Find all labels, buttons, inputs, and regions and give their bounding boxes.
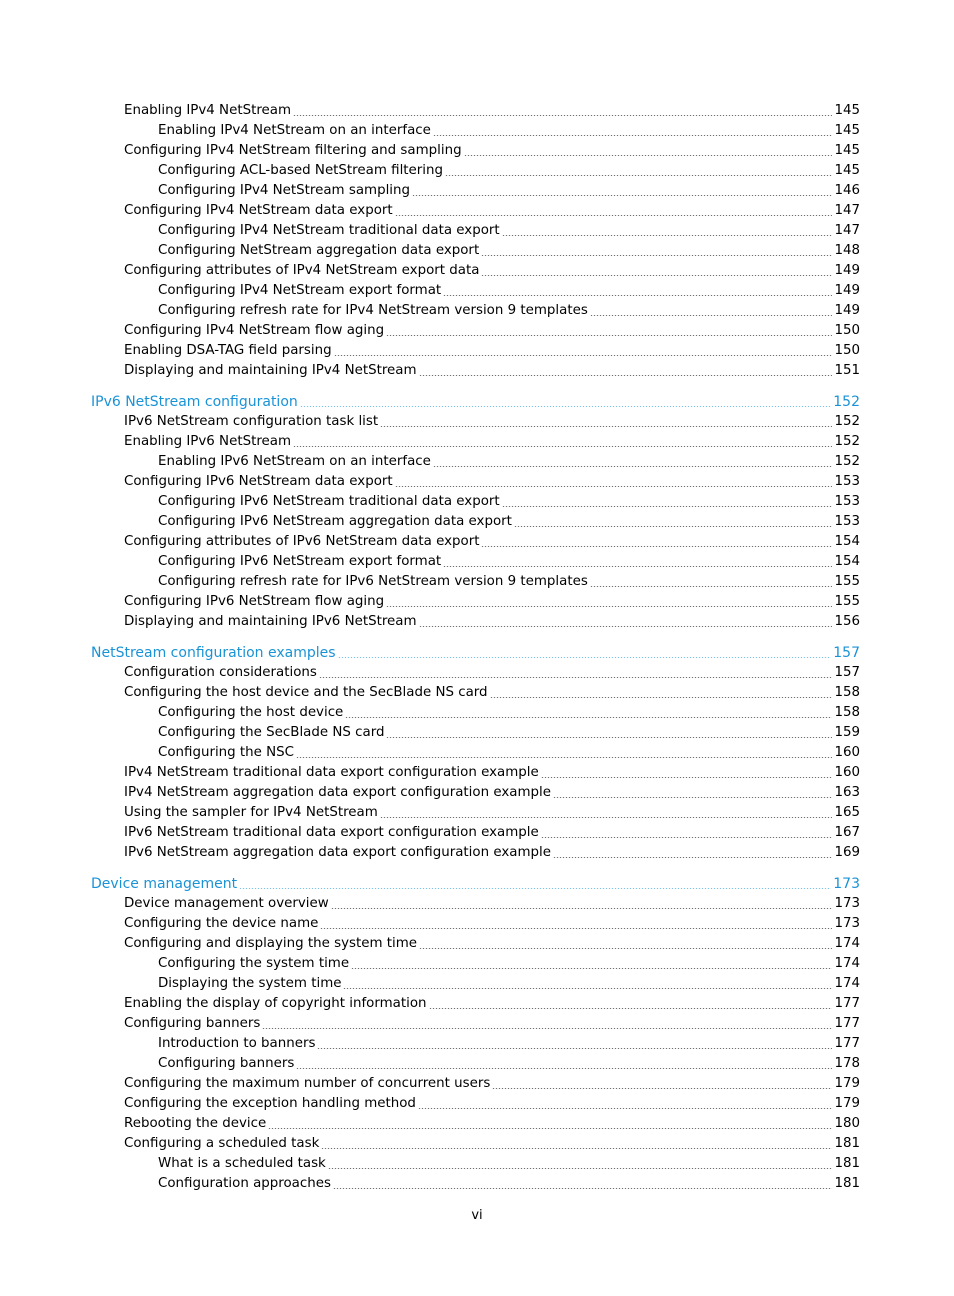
toc-page-number: 180 [834, 1116, 860, 1132]
dot-leader [345, 717, 832, 718]
toc-entry-link[interactable] [0, 471, 954, 491]
toc-entry-link[interactable] [0, 842, 954, 862]
toc-entry-title: Using the sampler for IPv4 NetStream [124, 805, 378, 821]
toc-entry-title: Configuring the host device [158, 705, 344, 721]
toc-entry-link[interactable] [0, 953, 954, 973]
toc-page-number: 153 [834, 514, 860, 530]
toc-page-number: 154 [834, 554, 860, 570]
toc-entry-link[interactable] [0, 742, 954, 762]
dot-leader [418, 1108, 833, 1109]
dot-leader [445, 175, 832, 176]
toc-page-number: 156 [834, 614, 860, 630]
toc-page-number: 173 [834, 896, 860, 912]
toc-page-number: 155 [834, 594, 860, 610]
toc-page-number: 145 [834, 143, 860, 159]
dot-leader [268, 1128, 832, 1129]
toc-entry-link[interactable] [0, 300, 954, 320]
toc-page-number: 173 [833, 875, 860, 892]
toc-entry-title: Configuring the system time [158, 956, 350, 972]
dot-leader [333, 1188, 832, 1189]
toc-page-number: 174 [834, 956, 860, 972]
toc-entry-link[interactable] [0, 320, 954, 340]
toc-entry-title: Configuring banners [124, 1016, 261, 1032]
toc-entry-title: Configuration approaches [158, 1176, 331, 1192]
toc-entry-title: Configuring IPv4 NetStream flow aging [124, 323, 385, 339]
toc-page-number: 152 [834, 454, 860, 470]
dot-leader [296, 757, 832, 758]
toc-entry-title: Configuring IPv6 NetStream traditional data export [158, 494, 500, 510]
dot-leader [492, 1088, 832, 1089]
toc-entry-title: Configuring IPv6 NetStream export format [158, 554, 442, 570]
dot-leader [553, 857, 832, 858]
toc-entry-link[interactable] [0, 491, 954, 511]
toc-entry-link[interactable] [0, 340, 954, 360]
toc-page-number: 179 [834, 1076, 860, 1092]
toc-page-number: 174 [834, 936, 860, 952]
toc-entry-link[interactable] [0, 662, 954, 682]
toc-page-number: 154 [834, 534, 860, 550]
dot-leader [481, 275, 832, 276]
dot-leader [293, 446, 832, 447]
toc-entry-title: Configuring IPv4 NetStream export format [158, 283, 442, 299]
toc-page-number: 165 [834, 805, 860, 821]
dot-leader [320, 928, 832, 929]
dot-leader [239, 888, 831, 889]
toc-page-number: 153 [834, 474, 860, 490]
toc-entry-title: Configuring banners [158, 1056, 295, 1072]
toc-entry-title: Configuring IPv4 NetStream sampling [158, 183, 411, 199]
toc-entry-link[interactable] [0, 1093, 954, 1113]
toc-entry-link[interactable] [0, 1113, 954, 1133]
toc-page-number: 177 [834, 996, 860, 1012]
toc-entry-title: IPv6 NetStream traditional data export configuration example [124, 825, 539, 841]
table-of-contents [0, 100, 954, 1193]
toc-entry-title: IPv4 NetStream traditional data export configuration example [124, 765, 539, 781]
toc-page-number: 152 [834, 434, 860, 450]
dot-leader [481, 255, 832, 256]
dot-leader [502, 235, 833, 236]
toc-entry-link[interactable] [0, 1133, 954, 1153]
toc-page-number: 145 [834, 163, 860, 179]
toc-entry-title: Configuring attributes of IPv6 NetStream data export [124, 534, 480, 550]
toc-entry-title: Configuring the host device and the SecBlade NS card [124, 685, 488, 701]
toc-entry-link[interactable] [0, 100, 954, 120]
toc-entry-link[interactable] [0, 1033, 954, 1053]
dot-leader [433, 466, 833, 467]
toc-entry-title: Device management [91, 875, 238, 892]
toc-page-number: 160 [834, 765, 860, 781]
toc-entry-title: Introduction to banners [158, 1036, 316, 1052]
dot-leader [300, 406, 832, 407]
toc-entry-title: Displaying the system time [158, 976, 342, 992]
dot-leader [386, 737, 832, 738]
toc-entry-link[interactable] [0, 611, 954, 631]
toc-entry-title: Configuring IPv6 NetStream aggregation data export [158, 514, 512, 530]
toc-entry-link[interactable] [0, 993, 954, 1013]
toc-entry-link[interactable] [0, 1173, 954, 1193]
toc-page-number: 145 [834, 103, 860, 119]
toc-page-number: 158 [834, 685, 860, 701]
toc-page-number: 153 [834, 494, 860, 510]
toc-page-number: 151 [834, 363, 860, 379]
toc-page-number: 152 [833, 393, 860, 410]
toc-entry-title: Enabling IPv4 NetStream [124, 103, 292, 119]
toc-entry-link[interactable] [0, 1073, 954, 1093]
toc-entry-link[interactable] [0, 702, 954, 722]
toc-chapter-link[interactable] [0, 641, 954, 662]
dot-leader [321, 1148, 832, 1149]
toc-entry-title: Configuring the SecBlade NS card [158, 725, 385, 741]
toc-entry-link[interactable] [0, 551, 954, 571]
toc-entry-title: Configuration considerations [124, 665, 317, 681]
toc-entry-title: Configuring a scheduled task [124, 1136, 320, 1152]
toc-entry-link[interactable] [0, 140, 954, 160]
toc-entry-title: Configuring and displaying the system time [124, 936, 418, 952]
toc-entry-title: Displaying and maintaining IPv6 NetStream [124, 614, 417, 630]
toc-entry-link[interactable] [0, 933, 954, 953]
toc-entry-link[interactable] [0, 722, 954, 742]
toc-page-number: 158 [834, 705, 860, 721]
toc-entry-link[interactable] [0, 591, 954, 611]
toc-page-number: 157 [834, 665, 860, 681]
dot-leader [395, 486, 833, 487]
dot-leader [412, 195, 832, 196]
toc-entry-link[interactable] [0, 893, 954, 913]
toc-entry-link[interactable] [0, 571, 954, 591]
toc-entry-title: Configuring IPv4 NetStream filtering and sampling [124, 143, 462, 159]
toc-entry-link[interactable] [0, 1013, 954, 1033]
toc-entry-title: Rebooting the device [124, 1116, 267, 1132]
dot-leader [590, 315, 833, 316]
toc-page-number: 179 [834, 1096, 860, 1112]
toc-entry-title: IPv6 NetStream configuration [91, 393, 298, 410]
toc-page-number: 150 [834, 343, 860, 359]
dot-leader [317, 1048, 832, 1049]
toc-page-number: 157 [833, 644, 860, 661]
dot-leader [490, 697, 833, 698]
toc-entry-link[interactable] [0, 411, 954, 431]
toc-entry-title: IPv4 NetStream aggregation data export configuration example [124, 785, 551, 801]
toc-entry-title: Configuring IPv4 NetStream data export [124, 203, 393, 219]
toc-entry-title: NetStream configuration examples [91, 644, 336, 661]
toc-entry-link[interactable] [0, 782, 954, 802]
toc-entry-title: Configuring the exception handling method [124, 1096, 416, 1112]
dot-leader [419, 626, 833, 627]
dot-leader [502, 506, 833, 507]
toc-entry-link[interactable] [0, 531, 954, 551]
toc-entry-title: Configuring the NSC [158, 745, 295, 761]
toc-page-number: 148 [834, 243, 860, 259]
dot-leader [464, 155, 833, 156]
toc-entry-title: Configuring IPv4 NetStream traditional data export [158, 223, 500, 239]
toc-entry-link[interactable] [0, 451, 954, 471]
toc-entry-link[interactable] [0, 280, 954, 300]
toc-page-number: 181 [834, 1176, 860, 1192]
toc-page-number: 160 [834, 745, 860, 761]
toc-page-number: 177 [834, 1036, 860, 1052]
dot-leader [541, 777, 833, 778]
toc-chapter-link[interactable] [0, 390, 954, 411]
dot-leader [443, 566, 832, 567]
dot-leader [419, 948, 832, 949]
toc-entry-link[interactable] [0, 682, 954, 702]
toc-entry-title: IPv6 NetStream aggregation data export configuration example [124, 845, 551, 861]
dot-leader [514, 526, 833, 527]
toc-entry-title: Configuring attributes of IPv4 NetStream export data [124, 263, 480, 279]
dot-leader [541, 837, 833, 838]
page-number: vi [471, 1208, 483, 1223]
toc-entry-link[interactable] [0, 120, 954, 140]
toc-entry-link[interactable] [0, 1053, 954, 1073]
dot-leader [395, 215, 833, 216]
toc-entry-link[interactable] [0, 913, 954, 933]
toc-entry-link[interactable] [0, 802, 954, 822]
toc-entry-link[interactable] [0, 822, 954, 842]
toc-entry-title: Enabling IPv6 NetStream [124, 434, 292, 450]
dot-leader [553, 797, 832, 798]
toc-entry-title: Configuring IPv6 NetStream data export [124, 474, 393, 490]
toc-page-number: 147 [834, 203, 860, 219]
toc-page-number: 174 [834, 976, 860, 992]
toc-page-number: 173 [834, 916, 860, 932]
toc-entry-title: Configuring ACL-based NetStream filtering [158, 163, 443, 179]
toc-entry-title: Device management overview [124, 896, 329, 912]
toc-entry-link[interactable] [0, 180, 954, 200]
toc-entry-title: Configuring refresh rate for IPv4 NetStream version 9 templates [158, 303, 588, 319]
toc-entry-title: Displaying and maintaining IPv4 NetStream [124, 363, 417, 379]
dot-leader [433, 135, 833, 136]
dot-leader [481, 546, 832, 547]
toc-page-number: 181 [834, 1156, 860, 1172]
dot-leader [262, 1028, 832, 1029]
toc-page-number: 159 [834, 725, 860, 741]
toc-page-number: 149 [834, 303, 860, 319]
toc-entry-title: IPv6 NetStream configuration task list [124, 414, 379, 430]
toc-page-number: 149 [834, 263, 860, 279]
toc-entry-title: Configuring the maximum number of concurrent users [124, 1076, 491, 1092]
toc-entry-link[interactable] [0, 511, 954, 531]
toc-entry-link[interactable] [0, 1153, 954, 1173]
toc-entry-title: Enabling IPv6 NetStream on an interface [158, 454, 431, 470]
toc-entry-title: Enabling DSA-TAG field parsing [124, 343, 332, 359]
toc-entry-link[interactable] [0, 260, 954, 280]
toc-entry-link[interactable] [0, 220, 954, 240]
dot-leader [293, 115, 832, 116]
dot-leader [334, 355, 833, 356]
toc-page-number: 145 [834, 123, 860, 139]
toc-entry-link[interactable] [0, 360, 954, 380]
dot-leader [338, 657, 832, 658]
dot-leader [443, 295, 832, 296]
toc-entry-title: Enabling IPv4 NetStream on an interface [158, 123, 431, 139]
dot-leader [343, 988, 832, 989]
toc-page-number: 167 [834, 825, 860, 841]
toc-entry-link[interactable] [0, 762, 954, 782]
dot-leader [386, 335, 832, 336]
dot-leader [386, 606, 832, 607]
dot-leader [351, 968, 832, 969]
toc-chapter-link[interactable] [0, 872, 954, 893]
toc-page-number: 149 [834, 283, 860, 299]
toc-page-number: 178 [834, 1056, 860, 1072]
dot-leader [380, 426, 832, 427]
dot-leader [590, 586, 833, 587]
toc-entry-title: Enabling the display of copyright information [124, 996, 427, 1012]
dot-leader [419, 375, 833, 376]
toc-page-number: 155 [834, 574, 860, 590]
toc-page-number: 177 [834, 1016, 860, 1032]
toc-page-number: 163 [834, 785, 860, 801]
dot-leader [429, 1008, 833, 1009]
toc-page-number: 152 [834, 414, 860, 430]
dot-leader [319, 677, 833, 678]
dot-leader [328, 1168, 833, 1169]
toc-entry-link[interactable] [0, 240, 954, 260]
toc-page-number: 146 [834, 183, 860, 199]
toc-entry-link[interactable] [0, 200, 954, 220]
toc-page-number: 150 [834, 323, 860, 339]
toc-entry-link[interactable] [0, 973, 954, 993]
dot-leader [331, 908, 833, 909]
toc-entry-link[interactable] [0, 431, 954, 451]
toc-entry-title: Configuring IPv6 NetStream flow aging [124, 594, 385, 610]
toc-entry-title: Configuring NetStream aggregation data export [158, 243, 480, 259]
dot-leader [296, 1068, 832, 1069]
toc-entry-link[interactable] [0, 160, 954, 180]
toc-page-number: 181 [834, 1136, 860, 1152]
toc-entry-title: What is a scheduled task [158, 1156, 326, 1172]
dot-leader [380, 817, 833, 818]
toc-page-number: 147 [834, 223, 860, 239]
toc-page-number: 169 [834, 845, 860, 861]
toc-entry-title: Configuring refresh rate for IPv6 NetStream version 9 templates [158, 574, 588, 590]
toc-entry-title: Configuring the device name [124, 916, 319, 932]
